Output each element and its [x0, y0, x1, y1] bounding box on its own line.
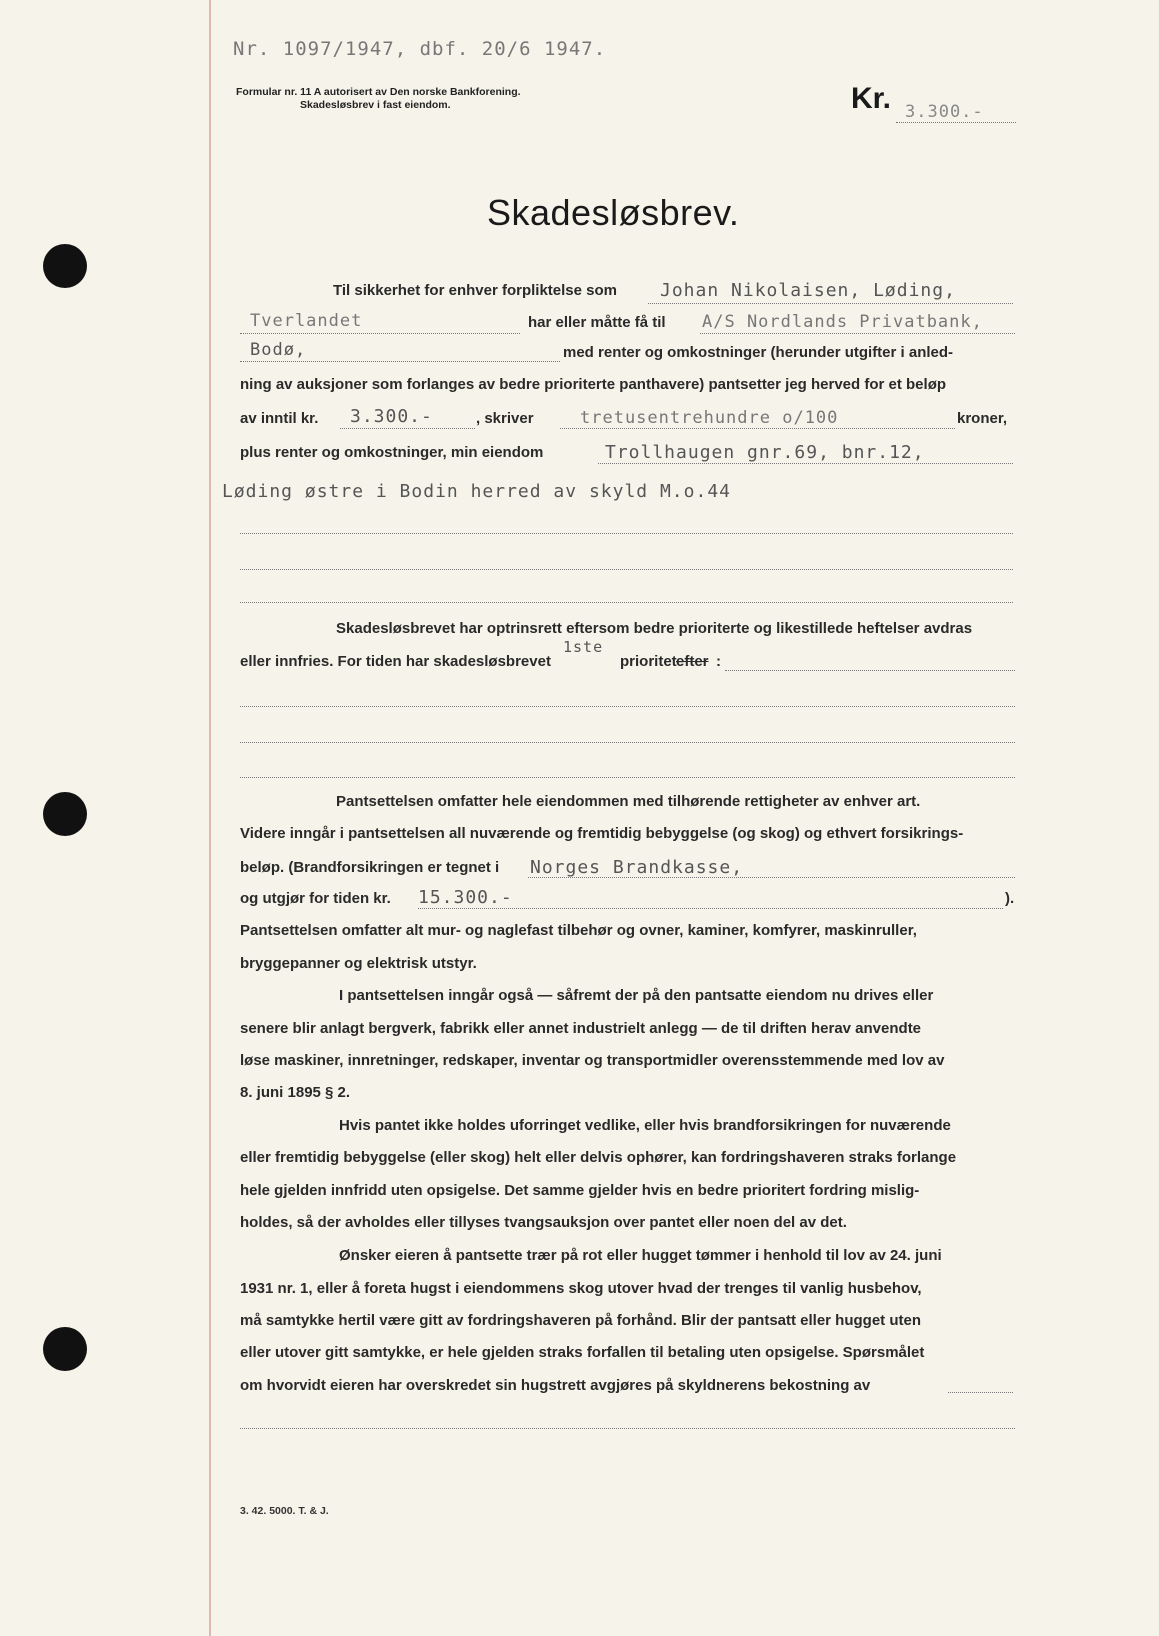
s2-line2b: prioritet: [620, 653, 677, 670]
s6-rule5: [948, 1392, 1013, 1393]
s3-rule3: [528, 877, 1015, 878]
footer-print-code: 3. 42. 5000. T. & J.: [240, 1505, 329, 1517]
s6-line2: 1931 nr. 1, eller å foreta hugst i eiendommens skog utover hvad der trenges til vanlig husbehov,: [240, 1280, 922, 1297]
s1-line3-fill: Bodø,: [250, 340, 307, 360]
s3-line4-print: og utgjør for tiden kr.: [240, 890, 391, 907]
kr-label: Kr.: [851, 82, 892, 115]
registration-number: Nr. 1097/1947, dbf. 20/6 1947.: [233, 38, 607, 60]
s5-line3: hele gjelden innfridd uten opsigelse. Det samme gjelder hvis en bedre prioritert fordring mislig-: [240, 1182, 920, 1199]
form-line-2: Skadesløsbrev i fast eiendom.: [300, 99, 451, 111]
s4-line2: senere blir anlagt bergverk, fabrikk eller annet industrielt anlegg — de til driften herav anvendte: [240, 1020, 922, 1037]
s3-line2: Videre inngår i pantsettelsen all nuværende og fremtidig bebyggelse (og skog) og ethvert forsikrings-: [240, 825, 964, 842]
s1-line5-print3: kroner,: [957, 410, 1008, 427]
kr-amount: 3.300.-: [905, 102, 984, 122]
s6-line3: må samtykke hertil være gitt av fordringshaveren på forhånd. Blir der pantsatt eller hugget uten: [240, 1312, 921, 1329]
s1-line2-fill2: A/S Nordlands Privatbank,: [702, 312, 983, 332]
s3-line1: Pantsettelsen omfatter hele eiendommen med tilhørende rettigheter av enhver art.: [336, 793, 921, 810]
punch-hole-middle: [43, 792, 87, 836]
s1-rule2b: [700, 333, 1015, 334]
s4-line4: 8. juni 1895 § 2.: [240, 1084, 351, 1101]
s6-line1: Ønsker eieren å pantsette trær på rot eller hugget tømmer i henhold til lov av 24. juni: [339, 1247, 942, 1264]
s1-line6-print: plus renter og omkostninger, min eiendom: [240, 444, 544, 461]
s1-line5-fill1: 3.300.-: [350, 406, 433, 427]
s3-line4-end: ).: [1005, 890, 1015, 907]
s5-line1: Hvis pantet ikke holdes uforringet vedlike, eller hvis brandforsikringen for nuværende: [339, 1117, 951, 1134]
s1-rule7: [240, 533, 1013, 534]
s1-line6-fill: Trollhaugen gnr.69, bnr.12,: [605, 442, 925, 463]
s1-line5-fill2: tretusentrehundre o/100: [580, 408, 839, 428]
s3-line3-print: beløp. (Brandforsikringen er tegnet i: [240, 859, 500, 876]
s1-rule6: [598, 463, 1013, 464]
s3-line3-fill: Norges Brandkasse,: [530, 857, 744, 878]
s1-line5-print1: av inntil kr.: [240, 410, 319, 427]
margin-rule: [209, 0, 211, 1636]
s1-line4-print: ning av auksjoner som forlanges av bedre prioriterte panthavere) pantsetter jeg herved for et beløp: [240, 376, 947, 393]
s3-line4-fill: 15.300.-: [418, 887, 513, 908]
s1-line2-print: har eller måtte få til: [528, 314, 666, 331]
s2-rule3: [240, 742, 1015, 743]
s5-line2: eller fremtidig bebyggelse (eller skog) helt eller delvis ophører, kan fordringshaveren straks forlange: [240, 1149, 957, 1166]
s1-line1-fill: Johan Nikolaisen, Løding,: [660, 280, 956, 301]
s1-line7-fill: Løding østre i Bodin herred av skyld M.o.44: [222, 481, 731, 502]
s3-line6: bryggepanner og elektrisk utstyr.: [240, 955, 477, 972]
s5-line4: holdes, så der avholdes eller tillyses tvangsauksjon over pantet eller noen del av det.: [240, 1214, 847, 1231]
s6-rule6: [240, 1428, 1015, 1429]
s4-line1: I pantsettelsen inngår også — såfremt der på den pantsatte eiendom nu drives eller: [339, 987, 934, 1004]
s2-rule2: [240, 706, 1015, 707]
s2-inserted: 1ste: [563, 638, 604, 656]
s6-line4: eller utover gitt samtykke, er hele gjelden straks forfallen til betaling uten opsigelse. Spørsmålet: [240, 1344, 925, 1361]
s1-line1-print: Til sikkerhet for enhver forpliktelse som: [333, 282, 617, 299]
s3-line5: Pantsettelsen omfatter alt mur- og naglefast tilbehør og ovner, kaminer, komfyrer, maskinruller,: [240, 922, 917, 939]
kr-rule: [896, 122, 1016, 123]
document-title: Skadesløsbrev.: [487, 192, 740, 233]
s1-rule3: [240, 361, 560, 362]
s1-rule8: [240, 569, 1013, 570]
punch-hole-bottom: [43, 1327, 87, 1371]
s6-line5: om hvorvidt eieren har overskredet sin hugstrett avgjøres på skyldnerens bekostning av: [240, 1377, 871, 1394]
s2-rule4: [240, 777, 1015, 778]
s1-rule2a: [240, 333, 520, 334]
form-line-1: Formular nr. 11 A autorisert av Den norske Bankforening.: [236, 86, 521, 98]
s2-struck: efter: [676, 653, 709, 670]
s1-line2-fill: Tverlandet: [250, 311, 363, 331]
s1-line5-print2: , skriver: [476, 410, 534, 427]
s1-rule5a: [340, 428, 475, 429]
s2-line2c: :: [716, 653, 721, 670]
s1-rule5b: [560, 428, 955, 429]
s3-rule4: [418, 908, 1003, 909]
s2-rule1: [725, 670, 1015, 671]
s2-line2a: eller innfries. For tiden har skadesløsbrevet: [240, 653, 551, 670]
s2-line1: Skadesløsbrevet har optrinsrett eftersom bedre prioriterte og likestillede heftelser avdras: [336, 620, 973, 637]
punch-hole-top: [43, 244, 87, 288]
s1-rule1: [648, 303, 1013, 304]
s1-line3-print: med renter og omkostninger (herunder utgifter i anled-: [563, 344, 954, 361]
s4-line3: løse maskiner, innretninger, redskaper, inventar og transportmidler overensstemmende med lov av: [240, 1052, 945, 1069]
s1-rule9: [240, 602, 1013, 603]
